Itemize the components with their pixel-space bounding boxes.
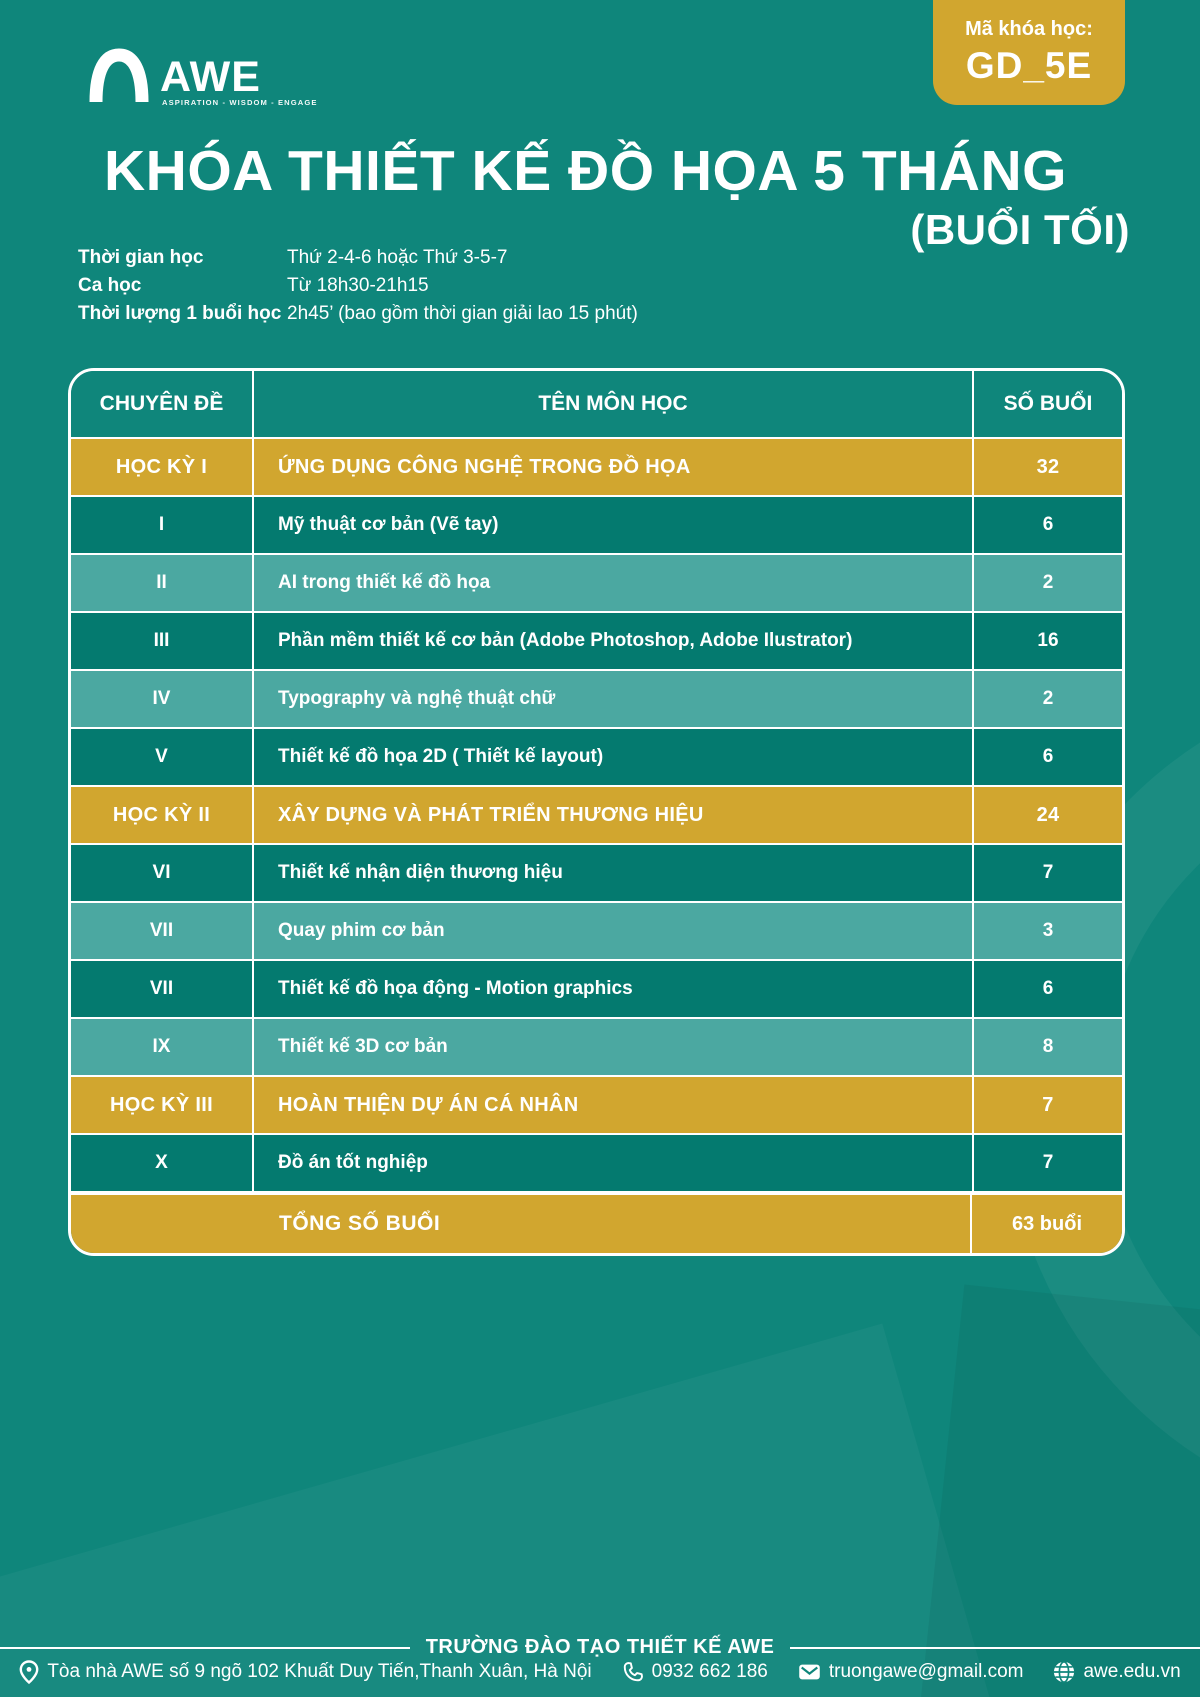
address-text: Tòa nhà AWE số 9 ngõ 102 Khuất Duy Tiến,Thanh Xuân, Hà Nội [47,1661,592,1682]
cell-so-buoi: 6 [972,729,1122,785]
cell-so-buoi: 16 [972,613,1122,669]
footer-divider [0,1636,1200,1659]
cell-so-buoi: 2 [972,671,1122,727]
cell-ten-mon-hoc: Mỹ thuật cơ bản (Vẽ tay) [278,514,499,535]
info-value: Thứ 2-4-6 hoặc Thứ 3-5-7 [287,247,508,268]
cell-so-buoi: 7 [972,1077,1122,1133]
table-row [71,669,1122,727]
course-code-badge [933,0,1125,105]
header-chuyen-de: CHUYÊN ĐỀ [71,371,254,437]
cell-ten-mon-hoc: HOÀN THIỆN DỰ ÁN CÁ NHÂN [278,1093,579,1116]
total-value: 63 buổi [970,1195,1122,1253]
logo-tagline: ASPIRATION - WISDOM - ENGAGE [162,98,318,107]
cell-chuyen-de: III [71,613,254,669]
schedule-info [78,244,638,328]
phone-icon [622,1661,644,1683]
table-row [71,437,1122,495]
cell-chuyen-de: II [71,555,254,611]
cell-ten-mon-hoc: Thiết kế nhận diện thương hiệu [278,862,563,883]
email-text: truongawe@gmail.com [828,1661,1024,1682]
header-ten-mon-hoc: TÊN MÔN HỌC [538,392,688,415]
divider-line-left [0,1647,410,1649]
course-table [68,368,1125,1256]
info-value: 2h45’ (bao gồm thời gian giải lao 15 phút) [287,303,638,324]
table-row [71,1017,1122,1075]
cell-chuyen-de: HỌC KỲ III [71,1077,254,1133]
cell-chuyen-de: HỌC KỲ II [71,787,254,843]
cell-chuyen-de: VI [71,845,254,901]
info-row [78,244,638,272]
info-label: Thời gian học [78,247,204,268]
school-name: TRƯỜNG ĐÀO TẠO THIẾT KẾ AWE [425,1636,775,1658]
cell-so-buoi: 24 [972,787,1122,843]
page-title: KHÓA THIẾT KẾ ĐỒ HỌA 5 THÁNG [104,139,1067,203]
header-so-buoi: SỐ BUỔI [972,371,1122,437]
cell-chuyen-de: IX [71,1019,254,1075]
cell-chuyen-de: V [71,729,254,785]
cell-ten-mon-hoc: Phần mềm thiết kế cơ bản (Adobe Photoshop, Adobe Ilustrator) [278,630,853,651]
page-subtitle: (BUỔI TỐI) [910,206,1130,253]
envelope-icon [798,1662,821,1682]
table-row [71,785,1122,843]
table-header-row [71,371,1122,437]
table-row [71,1133,1122,1191]
website-item [1053,1661,1180,1683]
globe-icon [1053,1661,1075,1683]
cell-ten-mon-hoc: ỨNG DỤNG CÔNG NGHỆ TRONG ĐỒ HỌA [278,455,691,478]
table-row [71,553,1122,611]
info-row [78,272,638,300]
info-label: Ca học [78,275,142,296]
table-row [71,495,1122,553]
cell-so-buoi: 6 [972,961,1122,1017]
cell-ten-mon-hoc: Thiết kế đồ họa động - Motion graphics [278,978,633,999]
cell-so-buoi: 3 [972,903,1122,959]
cell-chuyen-de: VII [71,961,254,1017]
cell-ten-mon-hoc: XÂY DỰNG VÀ PHÁT TRIỂN THƯƠNG HIỆU [278,803,704,826]
cell-chuyen-de: IV [71,671,254,727]
cell-ten-mon-hoc: Typography và nghệ thuật chữ [278,688,556,709]
total-label: TỔNG SỐ BUỔI [279,1212,441,1235]
website-text: awe.edu.vn [1083,1661,1181,1682]
table-row [71,727,1122,785]
cell-ten-mon-hoc: AI trong thiết kế đồ họa [278,572,491,593]
cell-chuyen-de: I [71,497,254,553]
course-table-body [71,437,1122,1191]
cell-ten-mon-hoc: Đồ án tốt nghiệp [278,1152,428,1173]
cell-ten-mon-hoc: Quay phim cơ bản [278,920,445,941]
badge-code: GD_5E [965,45,1093,86]
phone-number: 0932 662 186 [651,1661,768,1682]
cell-so-buoi: 2 [972,555,1122,611]
cell-ten-mon-hoc: Thiết kế 3D cơ bản [278,1036,448,1057]
cell-ten-mon-hoc: Thiết kế đồ họa 2D ( Thiết kế layout) [278,746,604,767]
cell-so-buoi: 7 [972,845,1122,901]
cell-so-buoi: 8 [972,1019,1122,1075]
table-total-row [71,1191,1122,1253]
table-row [71,611,1122,669]
info-label: Thời lượng 1 buổi học [78,303,282,324]
divider-line-right [790,1647,1200,1649]
location-pin-icon [19,1660,39,1684]
address-item [19,1660,591,1684]
badge-label: Mã khóa học: [965,18,1093,40]
table-row [71,843,1122,901]
info-row [78,300,638,328]
email-item [798,1661,1024,1683]
cell-chuyen-de: X [71,1135,254,1191]
arch-icon [88,48,150,102]
logo-text: AWE [160,53,261,101]
cell-chuyen-de: VII [71,903,254,959]
cell-so-buoi: 6 [972,497,1122,553]
table-row [71,901,1122,959]
cell-so-buoi: 32 [972,439,1122,495]
table-row [71,1075,1122,1133]
cell-chuyen-de: HỌC KỲ I [71,439,254,495]
table-row [71,959,1122,1017]
cell-so-buoi: 7 [972,1135,1122,1191]
phone-item [622,1661,768,1683]
info-value: Từ 18h30-21h15 [287,275,429,296]
contact-bar [0,1660,1200,1684]
